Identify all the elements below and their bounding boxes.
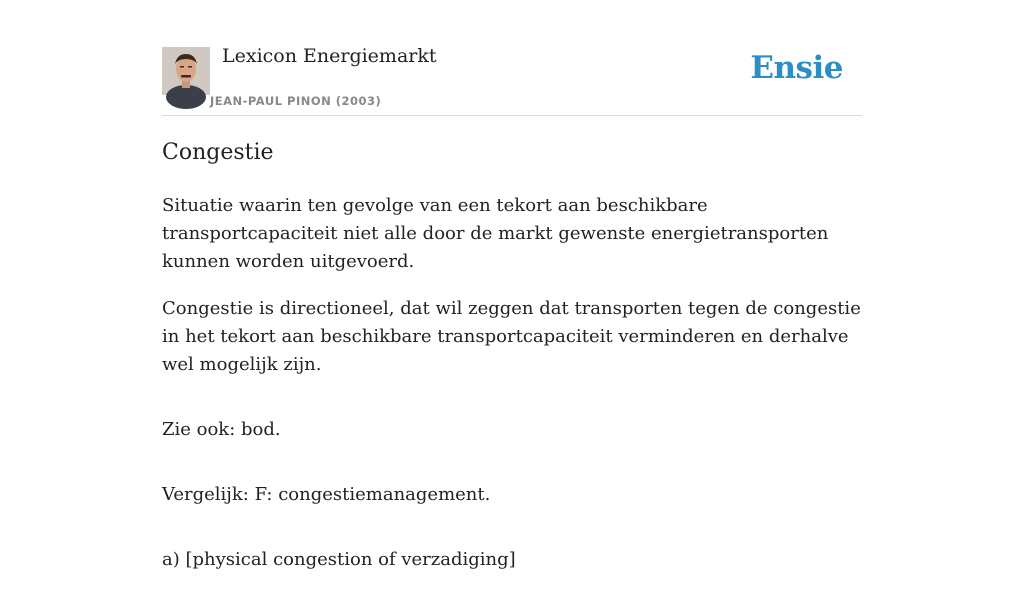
entry-body	[162, 192, 862, 593]
compare-line: Vergelijk: F: congestiemanagement.	[162, 484, 491, 505]
definition-paragraph: Situatie waarin ten gevolge van een tekort aan beschikbare transportcapaciteit niet alle door de markt gewenste energietransporten kunnen worden uitgevoerd.	[162, 195, 829, 272]
entry-header	[162, 0, 862, 116]
see-also-line: Zie ook: bod.	[162, 419, 281, 440]
author-name[interactable]: JEAN-PAUL PINON (2003)	[210, 94, 382, 108]
entry-title: Congestie	[162, 140, 274, 165]
explanation-paragraph: Congestie is directioneel, dat wil zeggen dat transporten tegen de congestie in het tekort aan beschikbare transportcapaciteit verminderen en derhalve wel mogelijk zijn.	[162, 298, 861, 375]
book-title[interactable]: Lexicon Energiemarkt	[222, 45, 437, 67]
author-avatar[interactable]	[162, 47, 210, 95]
brand-logo[interactable]: Ensie	[750, 50, 843, 86]
english-term-line: a) [physical congestion of verzadiging]	[162, 549, 516, 570]
entry-card	[162, 0, 862, 570]
